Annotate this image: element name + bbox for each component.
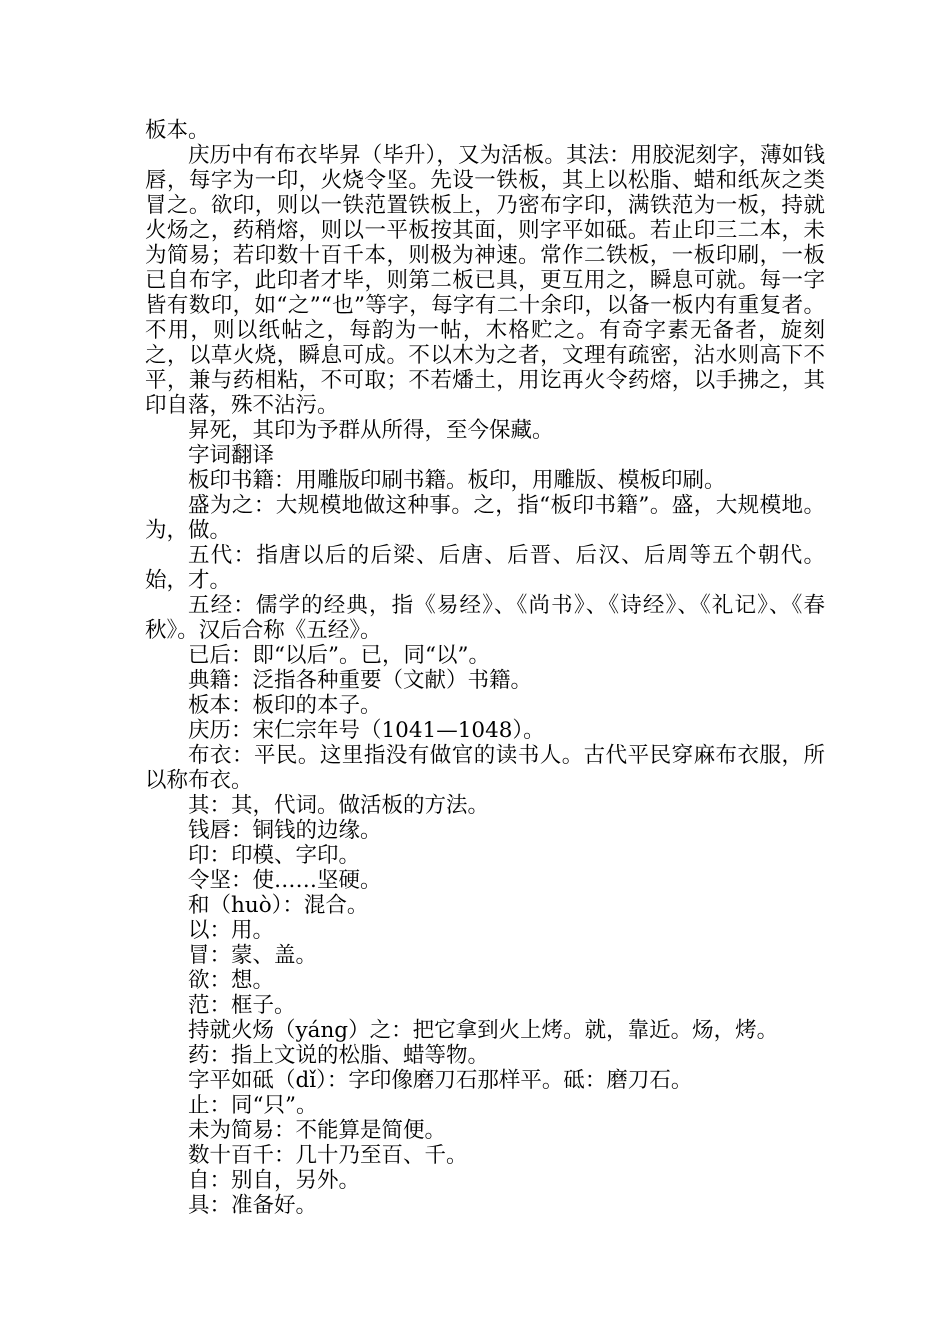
glossary-entry: 其：其，代词。做活板的方法。 — [188, 793, 490, 818]
glossary-entry: 和（huò）：混合。 — [188, 893, 369, 918]
glossary-entry: 板本：板印的本子。 — [188, 693, 382, 718]
glossary-entry: 持就火炀（yáng）之：把它拿到火上烤。就，靠近。炀，烤。 — [188, 1018, 779, 1043]
glossary-entry: 字平如砥（dǐ）：字印像磨刀石那样平。砥：磨刀石。 — [188, 1068, 693, 1093]
document-page — [145, 118, 825, 1218]
glossary-entry: 板印书籍：用雕版印刷书籍。板印，用雕版、模板印刷。 — [188, 468, 726, 493]
glossary-entry: 止：同“只”。 — [188, 1093, 318, 1118]
glossary-entry: 钱唇：铜钱的边缘。 — [188, 818, 382, 843]
glossary-entry: 欲：想。 — [188, 968, 275, 993]
glossary-entry: 五经：儒学的经典，指《易经》、《尚书》、《诗经》、《礼记》、《春秋》。汉后合称《五经》。 — [145, 593, 825, 643]
glossary-entry: 盛为之：大规模地做这种事。之，指“板印书籍”。盛，大规模地。为，做。 — [145, 493, 825, 543]
glossary-entry: 以：用。 — [188, 918, 275, 943]
paragraph-continuation: 板本。 — [145, 118, 210, 143]
glossary-entry: 未为简易：不能算是简便。 — [188, 1118, 447, 1143]
glossary-entry: 冒：蒙、盖。 — [188, 943, 318, 968]
glossary-entry: 已后：即“以后”。已，同“以”。 — [188, 643, 490, 668]
glossary-entry: 范：框子。 — [188, 993, 296, 1018]
glossary-entry: 自：别自，另外。 — [188, 1168, 361, 1193]
section-heading: 字词翻译 — [188, 443, 275, 468]
glossary-entry: 庆历：宋仁宗年号（1041—1048）。 — [188, 718, 545, 743]
glossary-entry: 五代：指唐以后的后梁、后唐、后晋、后汉、后周等五个朝代。始，才。 — [145, 543, 825, 593]
glossary-entry: 令坚：使……坚硬。 — [188, 868, 382, 893]
glossary-entry: 典籍：泛指各种重要（文献）书籍。 — [188, 668, 533, 693]
paragraph-original-text: 庆历中有布衣毕昇（毕升），又为活板。其法：用胶泥刻字，薄如钱唇，每字为一印，火烧令坚。先设一铁板，其上以松脂、蜡和纸灰之类冒之。欲印，则以一铁范置铁板上，乃密布字印，满铁范为一板，持就火炀之，药稍熔，则以一平板按其面，则字平如砥。若止印三二本，未为简易；若印数十百千本，则极为神速。常作二铁板，一板印刷，一板已自布字，此印者才毕，则第二板已具，更互用之，瞬息可就。每一字皆有数印，如“之”“也”等字，每字有二十余印，以备一板内有重复者。不用，则以纸帖之，每韵为一帖，木格贮之。有奇字素无备者，旋刻之，以草火烧，瞬息可成。不以木为之者，文理有疏密，沾水则高下不平，兼与药相粘，不可取；不若燔土，用讫再火令药熔，以手拂之，其印自落，殊不沾污。 — [145, 143, 825, 418]
glossary-entry: 药：指上文说的松脂、蜡等物。 — [188, 1043, 490, 1068]
glossary-entry: 具：准备好。 — [188, 1193, 318, 1218]
glossary-entry: 数十百千：几十乃至百、千。 — [188, 1143, 468, 1168]
paragraph-original-text-end: 昇死，其印为予群从所得，至今保藏。 — [188, 418, 554, 443]
glossary-entry: 布衣：平民。这里指没有做官的读书人。古代平民穿麻布衣服，所以称布衣。 — [145, 743, 825, 793]
glossary-entry: 印：印模、字印。 — [188, 843, 361, 868]
